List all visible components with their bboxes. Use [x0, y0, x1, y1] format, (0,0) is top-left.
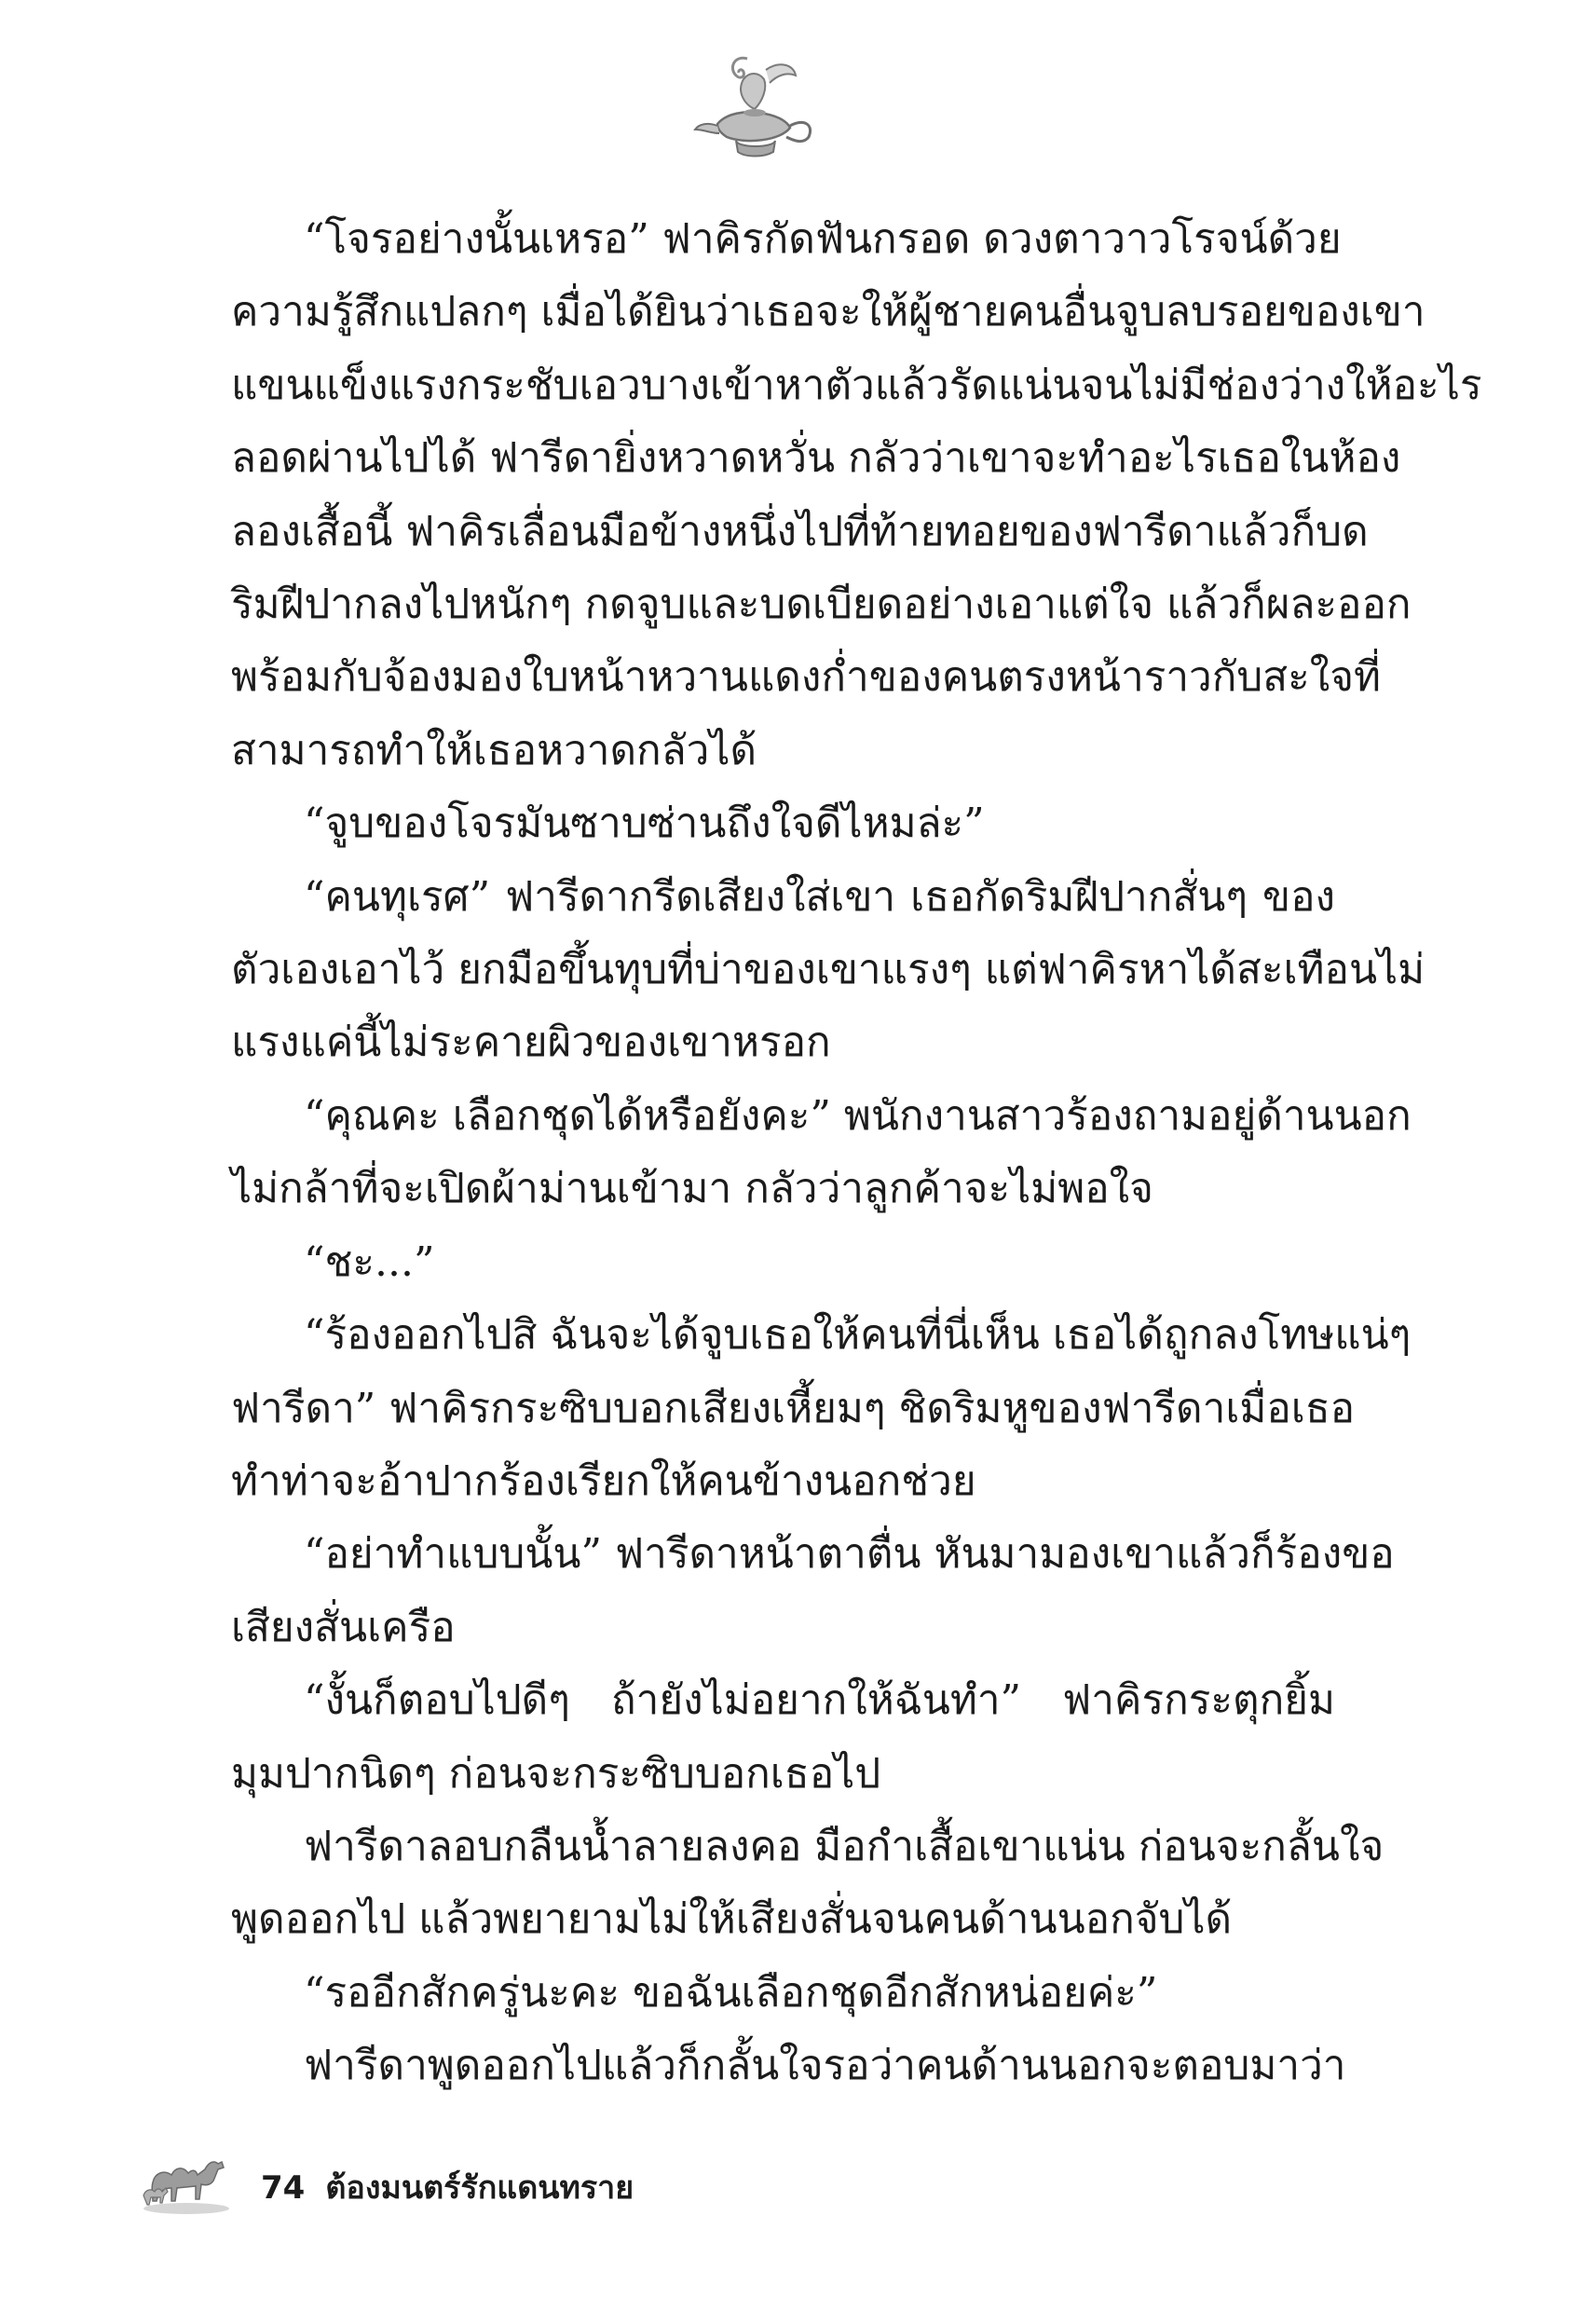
text-line: ฟารีดา” ฟาคิรกระซิบบอกเสียงเหี้ยมๆ ชิดริมหูของฟารีดาเมื่อเธอ: [231, 1384, 1356, 1432]
text-line: ฟารีดาลอบกลืนน้ำลายลงคอ มือกำเสื้อเขาแน่น ก่อนจะกลั้นใจ: [304, 1822, 1385, 1870]
text-line: ริมฝีปากลงไปหนักๆ กดจูบและบดเบียดอย่างเอาแต่ใจ แล้วก็ผละออก: [231, 581, 1412, 629]
text-line: มุมปากนิดๆ ก่อนจะกระซิบบอกเธอไป: [231, 1749, 881, 1798]
text-line: “คุณคะ เลือกชุดได้หรือยังคะ” พนักงานสาวร้องถามอยู่ด้านนอก: [304, 1091, 1412, 1140]
book-title: ต้องมนตร์รักแดนทราย: [325, 2169, 634, 2207]
page-number: 74: [261, 2169, 306, 2207]
text-line: พูดออกไป แล้วพยายามไม่ให้เสียงสั่นจนคนด้านนอกจับได้: [231, 1895, 1233, 1944]
text-line: “รออีกสักครู่นะคะ ขอฉันเลือกชุดอีกสักหน่อยค่ะ”: [304, 1968, 1158, 2017]
body-text: [231, 203, 1482, 2103]
text-line: แขนแข็งแรงกระชับเอวบางเข้าหาตัวแล้วรัดแน่นจนไม่มีช่องว่างให้อะไร: [231, 361, 1482, 409]
text-line: พร้อมกับจ้องมองใบหน้าหวานแดงก่ำของคนตรงหน้าราวกับสะใจที่: [231, 653, 1382, 702]
text-line: ตัวเองเอาไว้ ยกมือขึ้นทุบที่บ่าของเขาแรงๆ แต่ฟาคิรหาได้สะเทือนไม่: [231, 946, 1425, 994]
page-footer: [140, 2141, 885, 2216]
text-line: ฟารีดาพูดออกไปแล้วก็กลั้นใจรอว่าคนด้านนอกจะตอบมาว่า: [304, 2042, 1346, 2090]
text-line: ลอดผ่านไปได้ ฟารีดายิ่งหวาดหวั่น กลัวว่าเขาจะทำอะไรเธอในห้อง: [231, 434, 1401, 483]
text-line: เสียงสั่นเครือ: [231, 1603, 456, 1651]
text-line: “ร้องออกไปสิ ฉันจะได้จูบเธอให้คนที่นี่เห็น เธอได้ถูกลงโทษแน่ๆ: [304, 1311, 1412, 1360]
text-line: ลองเสื้อนี้ ฟาคิรเลื่อนมือข้างหนึ่งไปที่ท้ายทอยของฟารีดาแล้วก็บด: [231, 507, 1369, 555]
text-line: ไม่กล้าที่จะเปิดผ้าม่านเข้ามา กลัวว่าลูกค้าจะไม่พอใจ: [231, 1165, 1153, 1213]
text-line: “อย่าทำแบบนั้น” ฟารีดาหน้าตาตื่น หันมามองเขาแล้วก็ร้องขอ: [304, 1530, 1395, 1579]
text-line: แรงแค่นี้ไม่ระคายผิวของเขาหรอก: [231, 1019, 831, 1067]
text-line: “ชะ...”: [304, 1238, 435, 1286]
text-line: “โจรอย่างนั้นเหรอ” ฟาคิรกัดฟันกรอด ดวงตาวาวโรจน์ด้วย: [304, 215, 1342, 263]
footer-caption: [261, 2162, 634, 2212]
text-line: ทำท่าจะอ้าปากร้องเรียกให้คนข้างนอกช่วย: [231, 1456, 976, 1505]
genie-lamp-icon: [689, 51, 820, 163]
text-line: “คนทุเรศ” ฟารีดากรีดเสียงใส่เขา เธอกัดริมฝีปากสั่นๆ ของ: [304, 872, 1335, 921]
text-line: “งั้นก็ตอบไปดีๆ ถ้ายังไม่อยากให้ฉันทำ” ฟาคิรกระตุกยิ้ม: [304, 1676, 1335, 1725]
camel-icon: [140, 2141, 233, 2216]
text-line: ความรู้สึกแปลกๆ เมื่อได้ยินว่าเธอจะให้ผู้ชายคนอื่นจูบลบรอยของเขา: [231, 288, 1425, 336]
text-line: สามารถทำให้เธอหวาดกลัวได้: [231, 726, 757, 774]
text-line: “จูบของโจรมันซาบซ่านถึงใจดีไหมล่ะ”: [304, 800, 985, 848]
